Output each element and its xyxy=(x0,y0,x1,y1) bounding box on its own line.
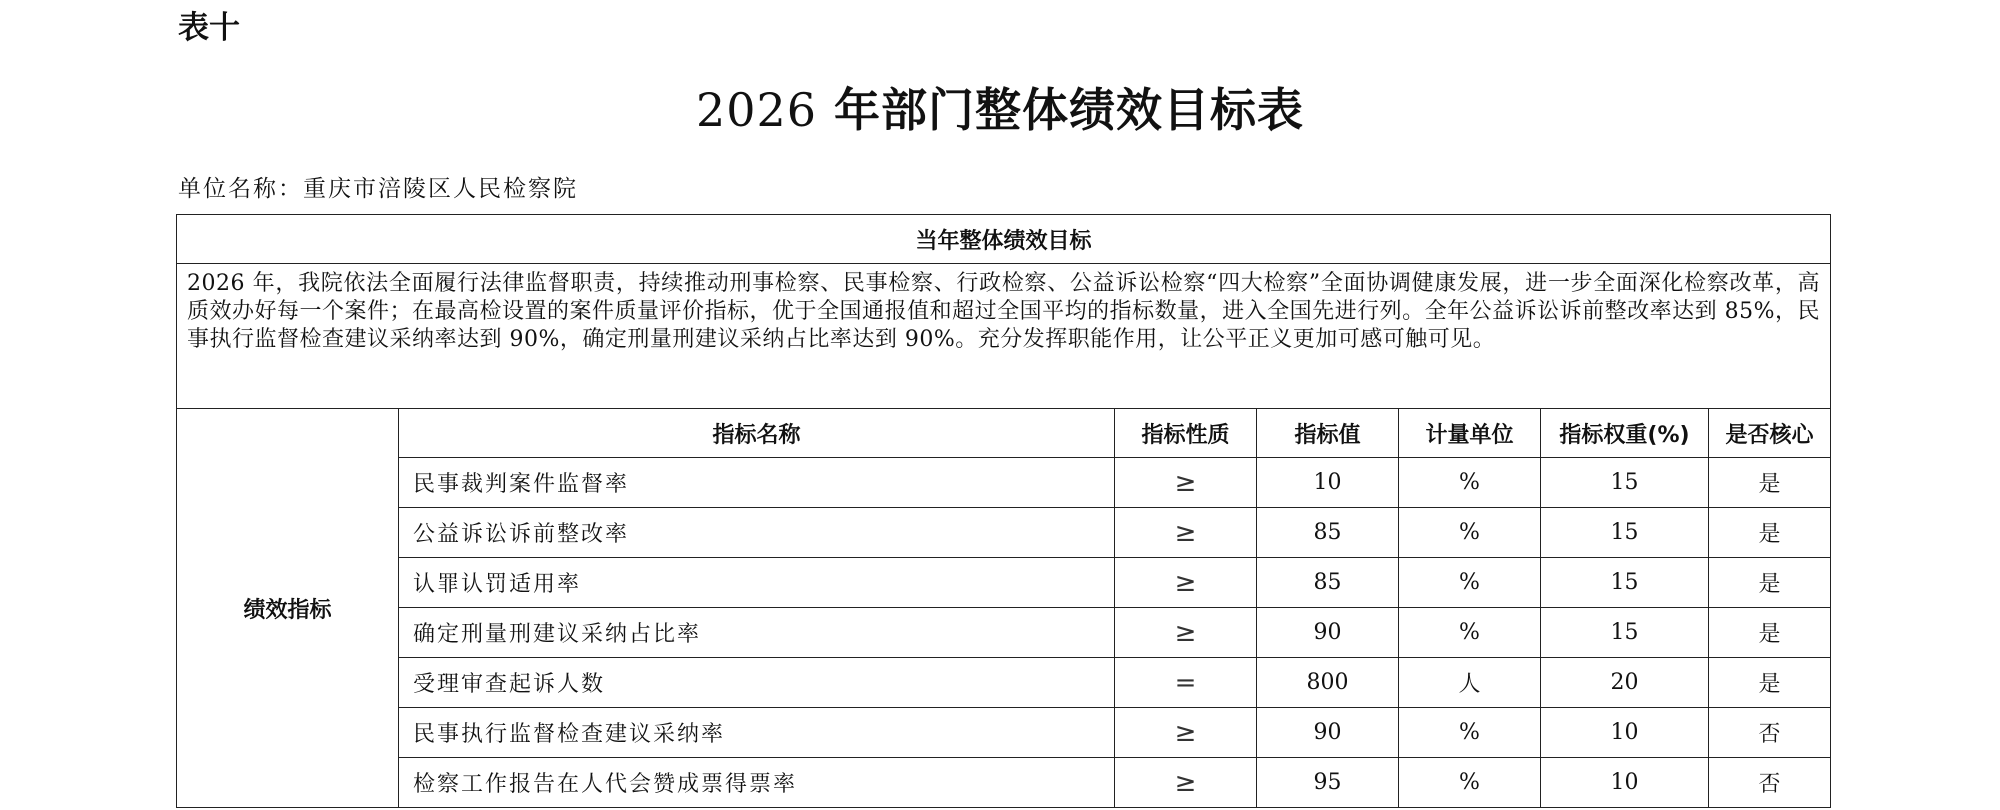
title-year: 2026 xyxy=(695,83,818,137)
indicator-value-cell: 95 xyxy=(1257,758,1399,808)
title-text: 年部门整体绩效目标表 xyxy=(834,83,1305,137)
indicator-core-cell: 是 xyxy=(1709,558,1831,608)
table-row xyxy=(177,758,1831,808)
table-number-label: 表十 xyxy=(178,10,240,46)
indicator-unit-cell: 人 xyxy=(1399,658,1541,708)
unit-name-line: 单位名称：重庆市涪陵区人民检察院 xyxy=(178,176,578,202)
column-header-weight: 指标权重(%) xyxy=(1541,409,1709,458)
indicator-unit-cell: % xyxy=(1399,608,1541,658)
table-row xyxy=(177,608,1831,658)
table-row xyxy=(177,558,1831,608)
indicator-core-cell: 否 xyxy=(1709,708,1831,758)
column-header-core: 是否核心 xyxy=(1709,409,1831,458)
indicator-value-cell: 90 xyxy=(1257,708,1399,758)
indicator-name-cell: 民事执行监督检查建议采纳率 xyxy=(399,708,1115,758)
indicator-core-cell: 是 xyxy=(1709,508,1831,558)
indicator-group-label: 绩效指标 xyxy=(177,409,399,808)
indicator-nature-cell: ≥ xyxy=(1115,458,1257,508)
indicator-name-cell: 民事裁判案件监督率 xyxy=(399,458,1115,508)
indicator-nature-cell: ≥ xyxy=(1115,708,1257,758)
indicator-nature-cell: ≥ xyxy=(1115,608,1257,658)
indicator-value-cell: 85 xyxy=(1257,558,1399,608)
indicator-name-cell: 认罪认罚适用率 xyxy=(399,558,1115,608)
indicator-weight-cell: 15 xyxy=(1541,608,1709,658)
annual-goal-header: 当年整体绩效目标 xyxy=(177,215,1831,264)
indicator-value-cell: 90 xyxy=(1257,608,1399,658)
column-header-value: 指标值 xyxy=(1257,409,1399,458)
table-row xyxy=(177,508,1831,558)
indicator-weight-cell: 10 xyxy=(1541,708,1709,758)
indicator-core-cell: 是 xyxy=(1709,658,1831,708)
indicator-unit-cell: % xyxy=(1399,758,1541,808)
indicator-nature-cell: = xyxy=(1115,658,1257,708)
indicator-name-cell: 受理审查起诉人数 xyxy=(399,658,1115,708)
indicator-name-cell: 确定刑量刑建议采纳占比率 xyxy=(399,608,1115,658)
performance-target-table xyxy=(176,214,1831,808)
table-row xyxy=(177,708,1831,758)
indicator-unit-cell: % xyxy=(1399,558,1541,608)
indicator-weight-cell: 10 xyxy=(1541,758,1709,808)
indicator-unit-cell: % xyxy=(1399,508,1541,558)
table-row xyxy=(177,658,1831,708)
indicator-weight-cell: 15 xyxy=(1541,508,1709,558)
indicator-core-cell: 否 xyxy=(1709,758,1831,808)
indicator-unit-cell: % xyxy=(1399,708,1541,758)
indicator-name-cell: 检察工作报告在人代会赞成票得票率 xyxy=(399,758,1115,808)
indicator-value-cell: 800 xyxy=(1257,658,1399,708)
indicator-core-cell: 是 xyxy=(1709,608,1831,658)
indicator-nature-cell: ≥ xyxy=(1115,758,1257,808)
column-header-unit: 计量单位 xyxy=(1399,409,1541,458)
table-row xyxy=(177,458,1831,508)
indicator-weight-cell: 15 xyxy=(1541,558,1709,608)
indicator-unit-cell: % xyxy=(1399,458,1541,508)
indicator-nature-cell: ≥ xyxy=(1115,508,1257,558)
annual-goal-text: 2026 年，我院依法全面履行法律监督职责，持续推动刑事检察、民事检察、行政检察、公益诉讼检察“四大检察”全面协调健康发展，进一步全面深化检察改革，高质效办好每一个案件；在最高检设置的案件质量评价指标，优于全国通报值和超过全国平均的指标数量，进入全国先进行列。全年公益诉讼诉前整改率达到 85%，民事执行监督检查建议采纳率达到 90%，确定刑量刑建议采纳占比率达到 90%。充分发挥职能作用，让公平正义更加可感可触可见。 xyxy=(177,264,1831,409)
indicator-name-cell: 公益诉讼诉前整改率 xyxy=(399,508,1115,558)
indicator-value-cell: 85 xyxy=(1257,508,1399,558)
indicator-weight-cell: 15 xyxy=(1541,458,1709,508)
indicator-value-cell: 10 xyxy=(1257,458,1399,508)
column-header-indicator-name: 指标名称 xyxy=(399,409,1115,458)
indicator-nature-cell: ≥ xyxy=(1115,558,1257,608)
column-header-nature: 指标性质 xyxy=(1115,409,1257,458)
indicator-weight-cell: 20 xyxy=(1541,658,1709,708)
page-title xyxy=(0,74,2000,140)
indicator-core-cell: 是 xyxy=(1709,458,1831,508)
